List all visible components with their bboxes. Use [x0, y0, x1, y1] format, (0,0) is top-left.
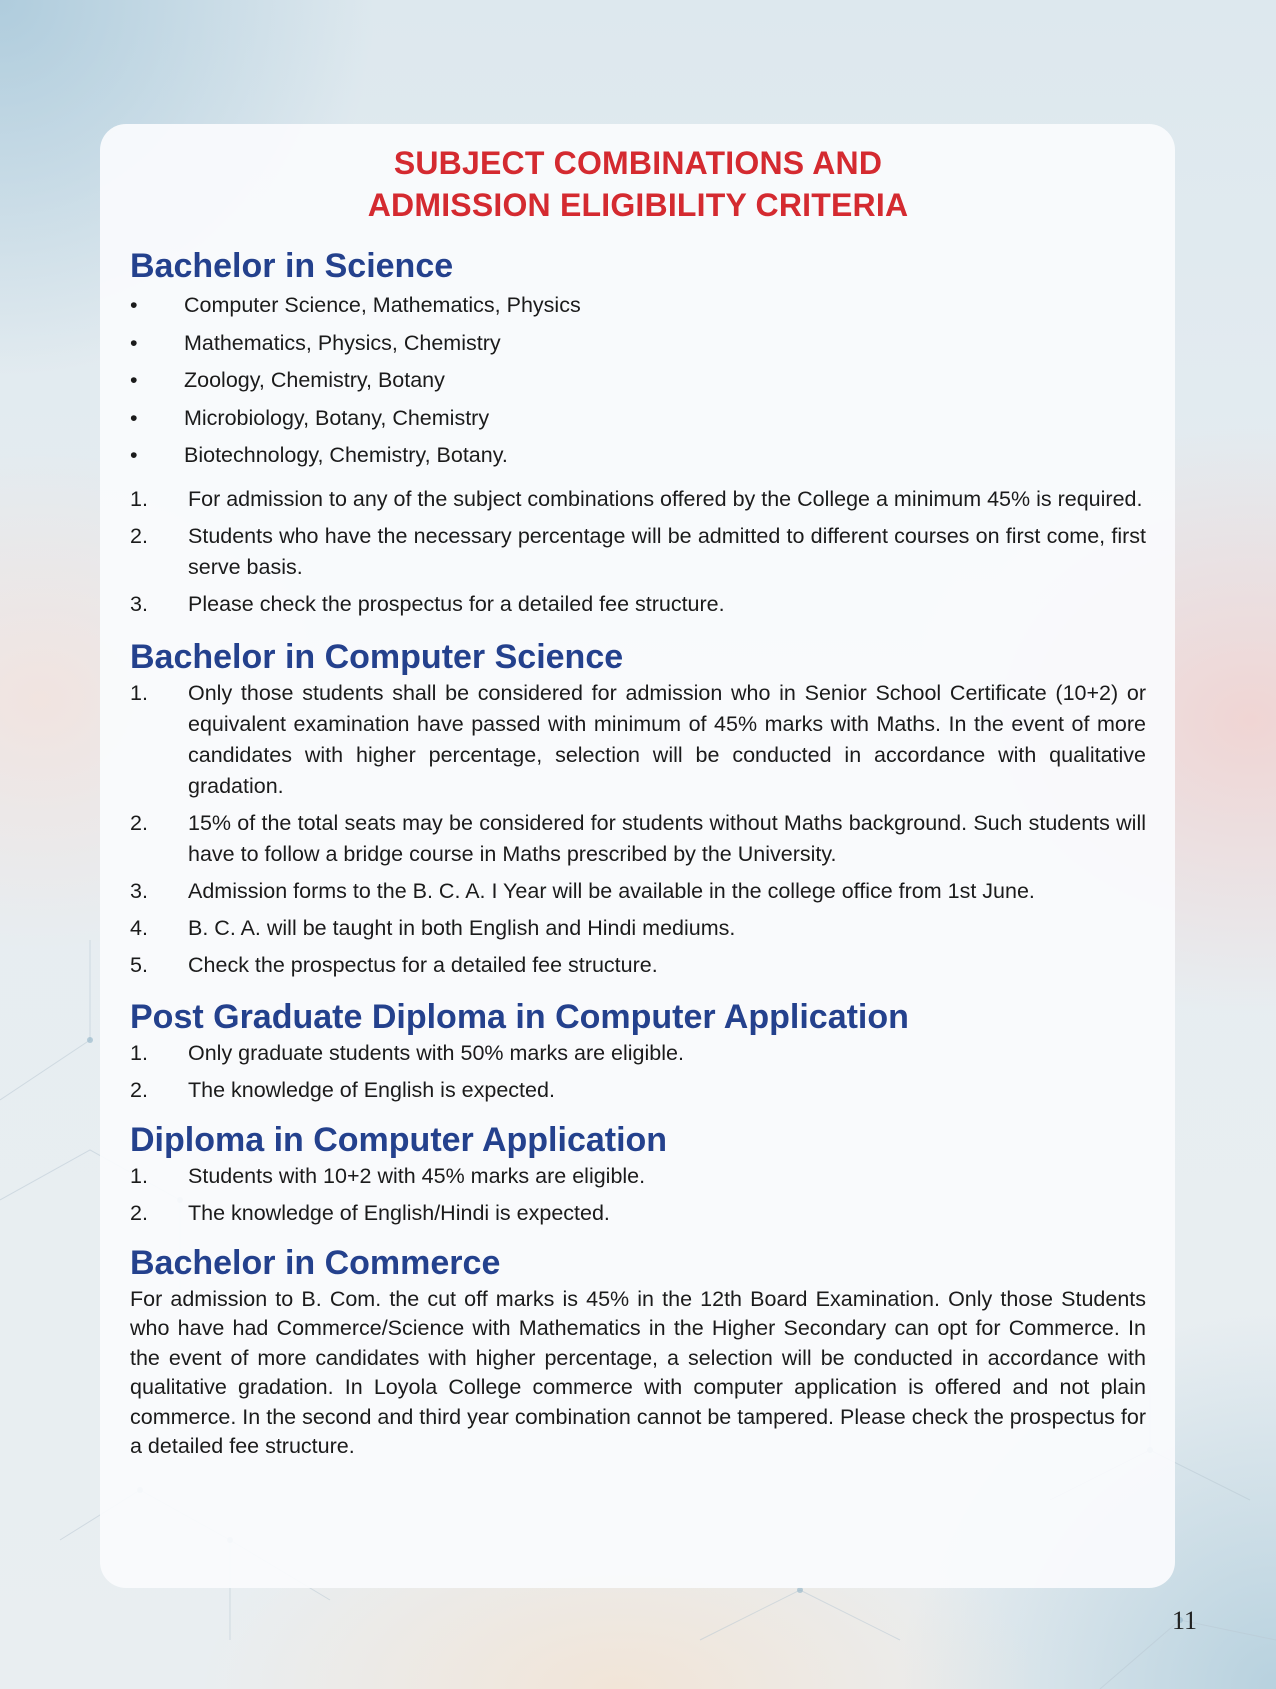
dca-eligibility-list [130, 1161, 1146, 1229]
list-item: • Biotechnology, Chemistry, Botany. [130, 443, 508, 467]
bcom-eligibility-paragraph: For admission to B. Com. the cut off marks is 45% in the 12th Board Examination. Only those Students who have had Commerce/Science with Mathematics in the Higher Secondary can opt for Commerce. In the event of more candidates with higher percentage, a selection will be conducted in accordance with qualitative gradation. In Loyola College commerce with computer application is offered and not plain commerce. In the second and third year combination cannot be tampered. Please check the prospectus for a detailed fee structure. [130, 1286, 1146, 1458]
section-heading-bca: Bachelor in Computer Science [130, 637, 624, 676]
list-item: 2. The knowledge of English/Hindi is expected. [130, 1200, 610, 1225]
page-content [130, 142, 1146, 1462]
section-heading-bsc: Bachelor in Science [130, 247, 454, 285]
list-item: 3. Admission forms to the B. C. A. I Year will be available in the college office from 1st June. [130, 878, 1035, 903]
list-item: 2. The knowledge of English is expected. [130, 1077, 555, 1102]
page-number: 11 [1172, 1606, 1198, 1635]
list-item: 1. Only those students shall be considered for admission who in Senior School Certificate (10+2) or equivalent examination have passed with minimum of 45% marks with Maths. In the event of more candidates with higher percentage, selection will be conducted in accordance with qualitative gradation. [130, 680, 1146, 798]
section-heading-bcom: Bachelor in Commerce [130, 1243, 501, 1282]
list-item: 2. 15% of the total seats may be considered for students without Maths background. Such students will have to follow a bridge course in Maths prescribed by the University. [130, 810, 1146, 866]
section-heading-pgdca: Post Graduate Diploma in Computer Application [130, 997, 909, 1036]
list-item: 4. B. C. A. will be taught in both English and Hindi mediums. [130, 915, 736, 940]
list-item: • Computer Science, Mathematics, Physics [130, 293, 581, 317]
page-title-line-1: SUBJECT COMBINATIONS AND [393, 145, 883, 181]
list-item: • Mathematics, Physics, Chemistry [130, 330, 501, 355]
pgdca-eligibility-list [130, 1038, 1146, 1106]
list-item: • Zoology, Chemistry, Botany [130, 368, 445, 392]
section-heading-dca: Diploma in Computer Application [130, 1120, 668, 1159]
list-item: 1. Students with 10+2 with 45% marks are eligible. [130, 1163, 646, 1188]
list-item: 3. Please check the prospectus for a detailed fee structure. [130, 591, 725, 616]
bsc-combinations-list [130, 287, 1146, 475]
list-item: 1. For admission to any of the subject combinations offered by the College a minimum 45% is required. [130, 486, 1143, 511]
list-item: • Microbiology, Botany, Chemistry [130, 405, 490, 430]
page-title [130, 142, 1146, 226]
list-item: 5. Check the prospectus for a detailed fee structure. [130, 952, 658, 977]
list-item: 2. Students who have the necessary percentage will be admitted to different courses on first come, first serve basis. [130, 523, 1146, 579]
list-item: 1. Only graduate students with 50% marks are eligible. [130, 1040, 684, 1065]
page-title-line-2: ADMISSION ELIGIBILITY CRITERIA [367, 187, 909, 223]
bca-eligibility-list [130, 678, 1146, 981]
bsc-eligibility-list [130, 484, 1146, 620]
